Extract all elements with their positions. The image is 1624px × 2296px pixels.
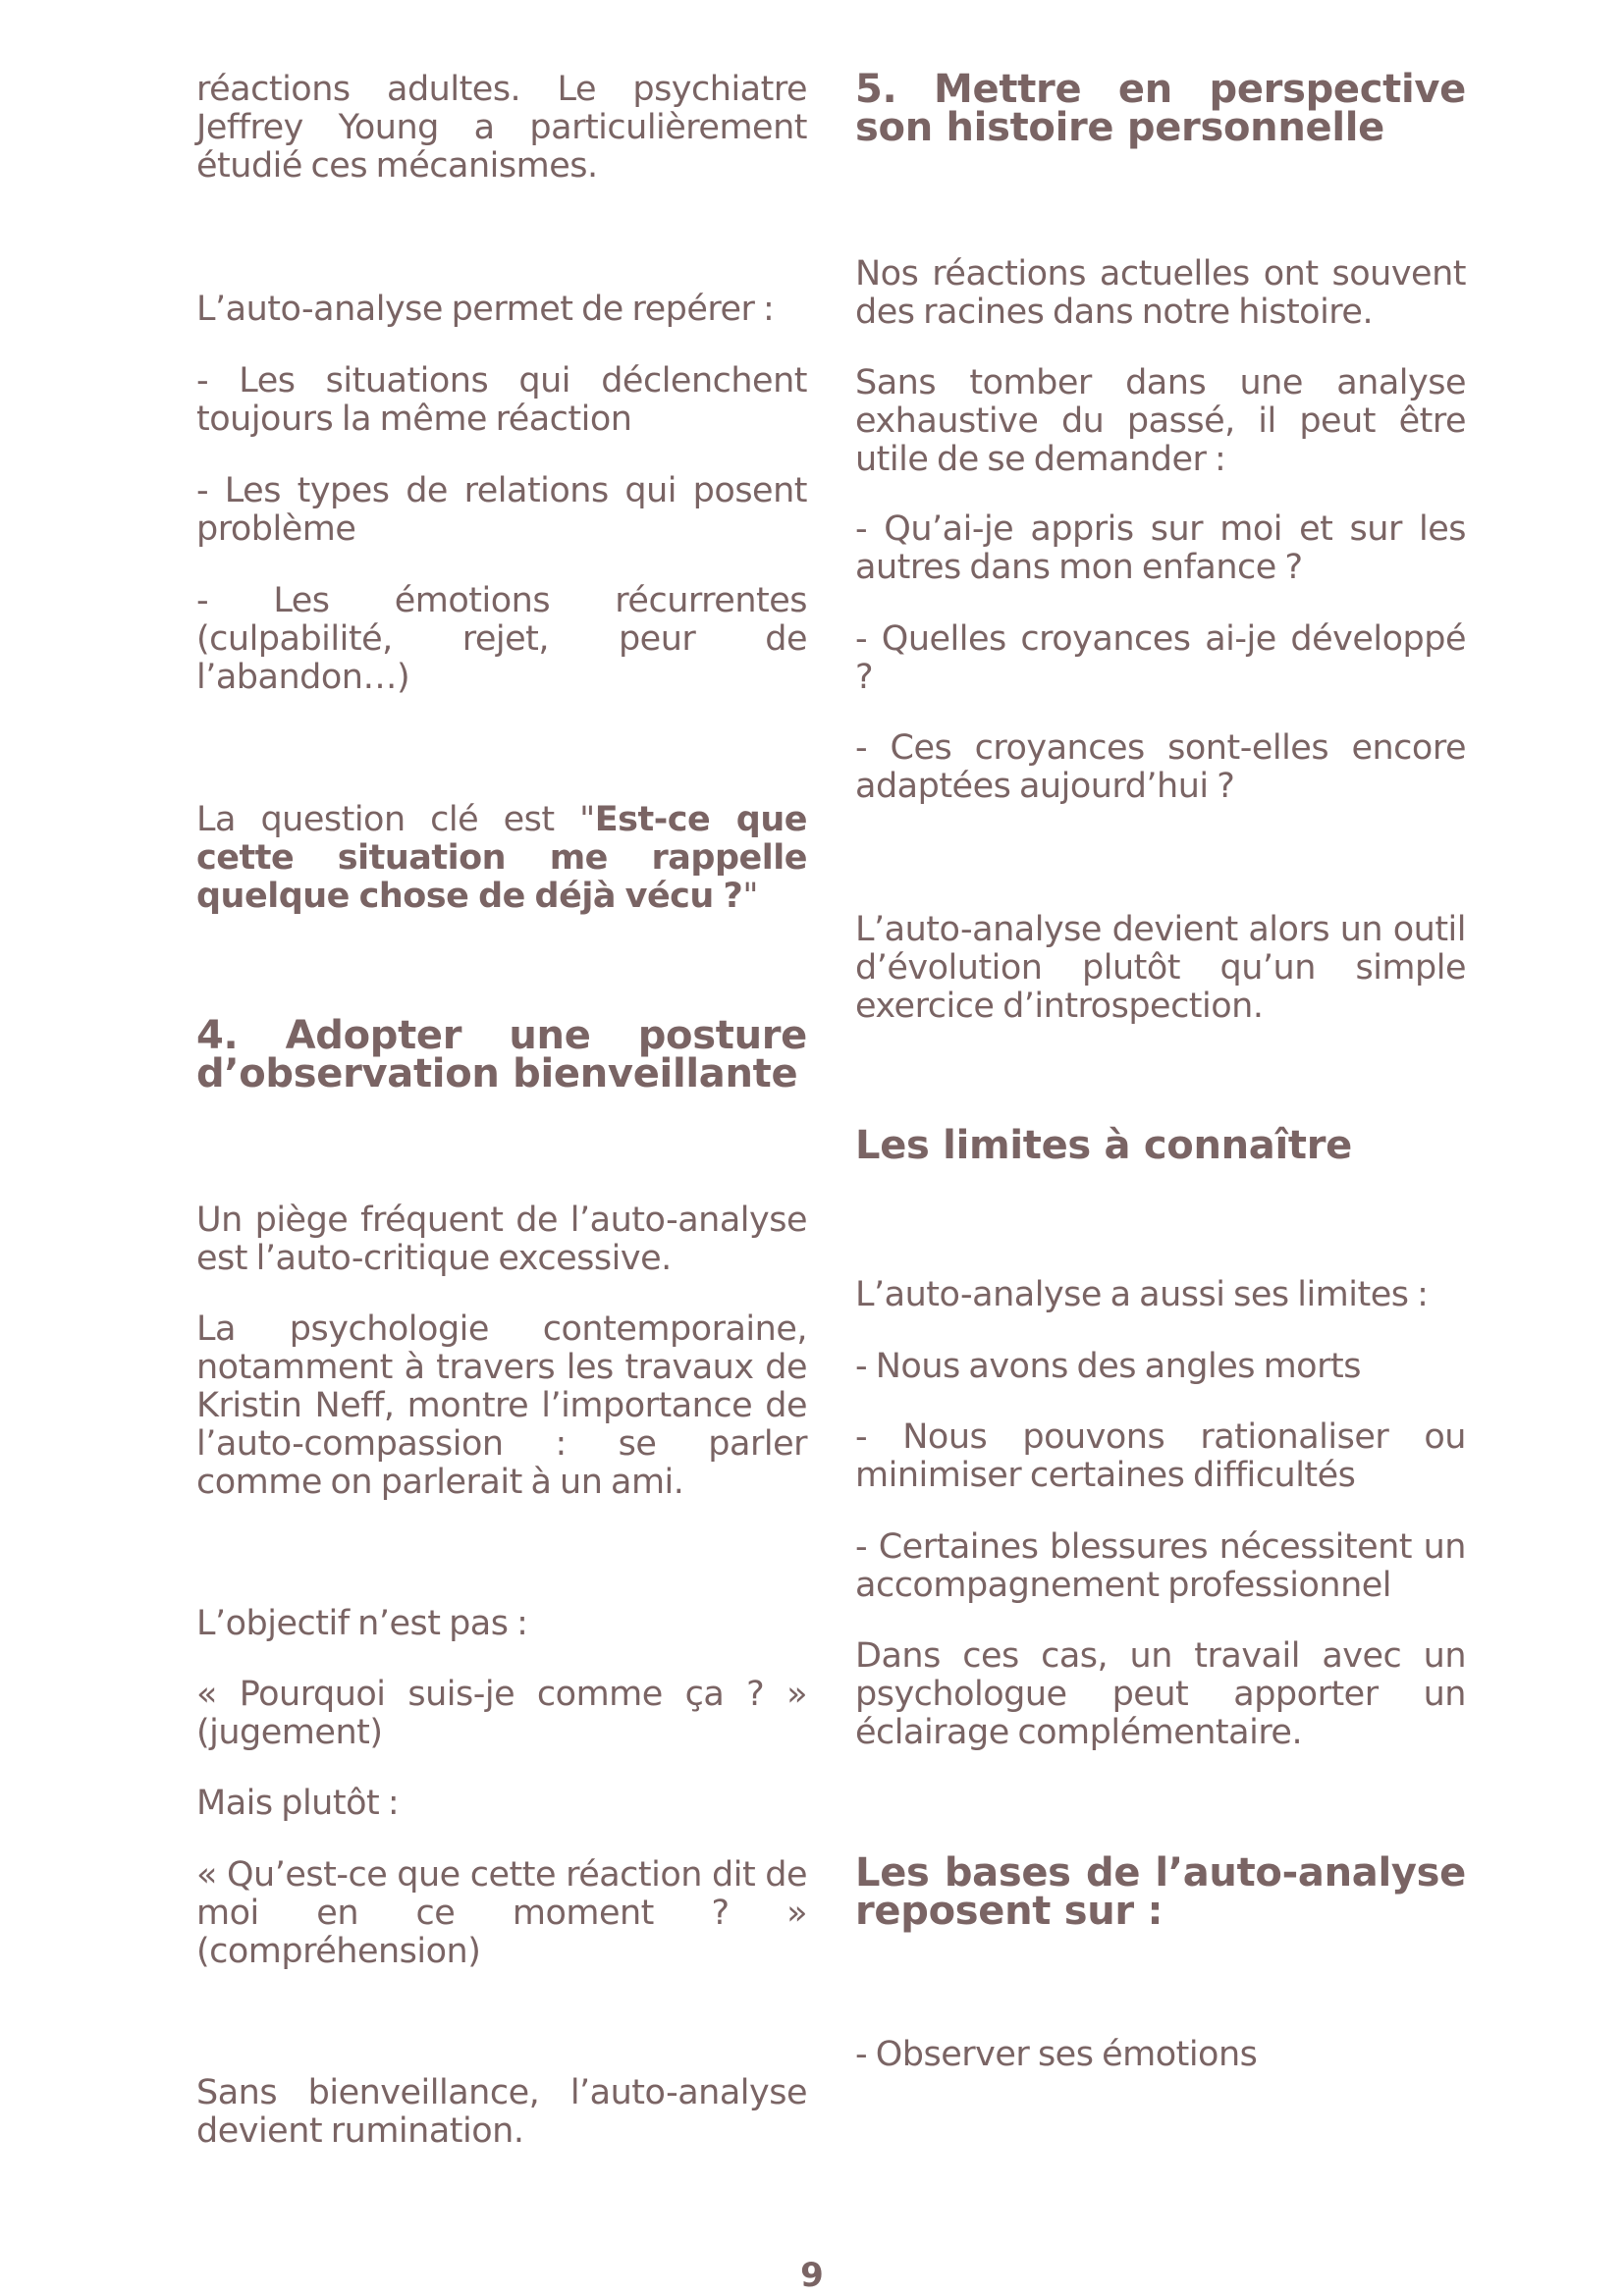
quote: « Qu’est-ce que cette réaction dit de moi en ce moment ? » (compréhension): [196, 1855, 807, 1971]
section-heading-bases: Les bases de l’auto-analyse reposent sur :: [855, 1850, 1466, 1934]
paragraph: Nos réactions actuelles ont souvent des racines dans notre histoire.: [855, 254, 1466, 332]
paragraph: Mais plutôt :: [196, 1784, 400, 1823]
paragraph: Sans tomber dans une analyse exhaustive du passé, il peut être utile de se demander :: [855, 363, 1466, 479]
page-number: 9: [800, 2256, 824, 2295]
key-question-bold: Est-ce que cette situation me rappelle quelque chose de déjà vécu ?: [196, 800, 807, 916]
list-item: - Observer ses émotions: [855, 2035, 1258, 2074]
list-item: - Nous pouvons rationaliser ou minimiser certaines difficultés: [855, 1417, 1466, 1495]
section-heading-limits: Les limites à connaître: [855, 1123, 1352, 1168]
list-item: - Les émotions récurrentes (culpabilité, rejet, peur de l’abandon…): [196, 581, 807, 697]
list-item: - Nous avons des angles morts: [855, 1347, 1361, 1386]
paragraph: L’objectif n’est pas :: [196, 1604, 528, 1643]
paragraph: réactions adultes. Le psychiatre Jeffrey Young a particulièrement étudié ces mécanismes.: [196, 70, 807, 186]
paragraph: Sans bienveillance, l’auto-analyse devient rumination.: [196, 2073, 807, 2151]
list-item: - Certaines blessures nécessitent un accompagnement professionnel: [855, 1527, 1466, 1605]
quote: « Pourquoi suis-je comme ça ? » (jugement): [196, 1675, 807, 1752]
list-item: - Les types de relations qui posent problème: [196, 471, 807, 549]
paragraph: L’auto-analyse devient alors un outil d’évolution plutôt qu’un simple exercice d’introspection.: [855, 910, 1466, 1026]
key-question-suffix: ": [742, 877, 758, 916]
section-heading-4: 4. Adopter une posture d’observation bienveillante: [196, 1013, 807, 1096]
paragraph: Un piège fréquent de l’auto-analyse est l’auto-critique excessive.: [196, 1201, 807, 1278]
paragraph: La psychologie contemporaine, notamment à travers les travaux de Kristin Neff, montre l’importance de l’auto-compassion : se parler comme on parlerait à un ami.: [196, 1309, 807, 1502]
paragraph: Dans ces cas, un travail avec un psychologue peut apporter un éclairage complémentaire.: [855, 1636, 1466, 1752]
paragraph: L’auto-analyse permet de repérer :: [196, 290, 775, 329]
list-item: - Ces croyances sont-elles encore adaptées aujourd’hui ?: [855, 728, 1466, 806]
list-item: - Quelles croyances ai-je développé ?: [855, 619, 1466, 697]
paragraph: L’auto-analyse a aussi ses limites :: [855, 1275, 1429, 1314]
list-item: - Les situations qui déclenchent toujours la même réaction: [196, 361, 807, 439]
section-heading-5: 5. Mettre en perspective son histoire personnelle: [855, 67, 1466, 150]
list-item: - Qu’ai-je appris sur moi et sur les autres dans mon enfance ?: [855, 509, 1466, 587]
key-question: [196, 801, 807, 916]
key-question-prefix: La question clé est ": [196, 800, 595, 839]
